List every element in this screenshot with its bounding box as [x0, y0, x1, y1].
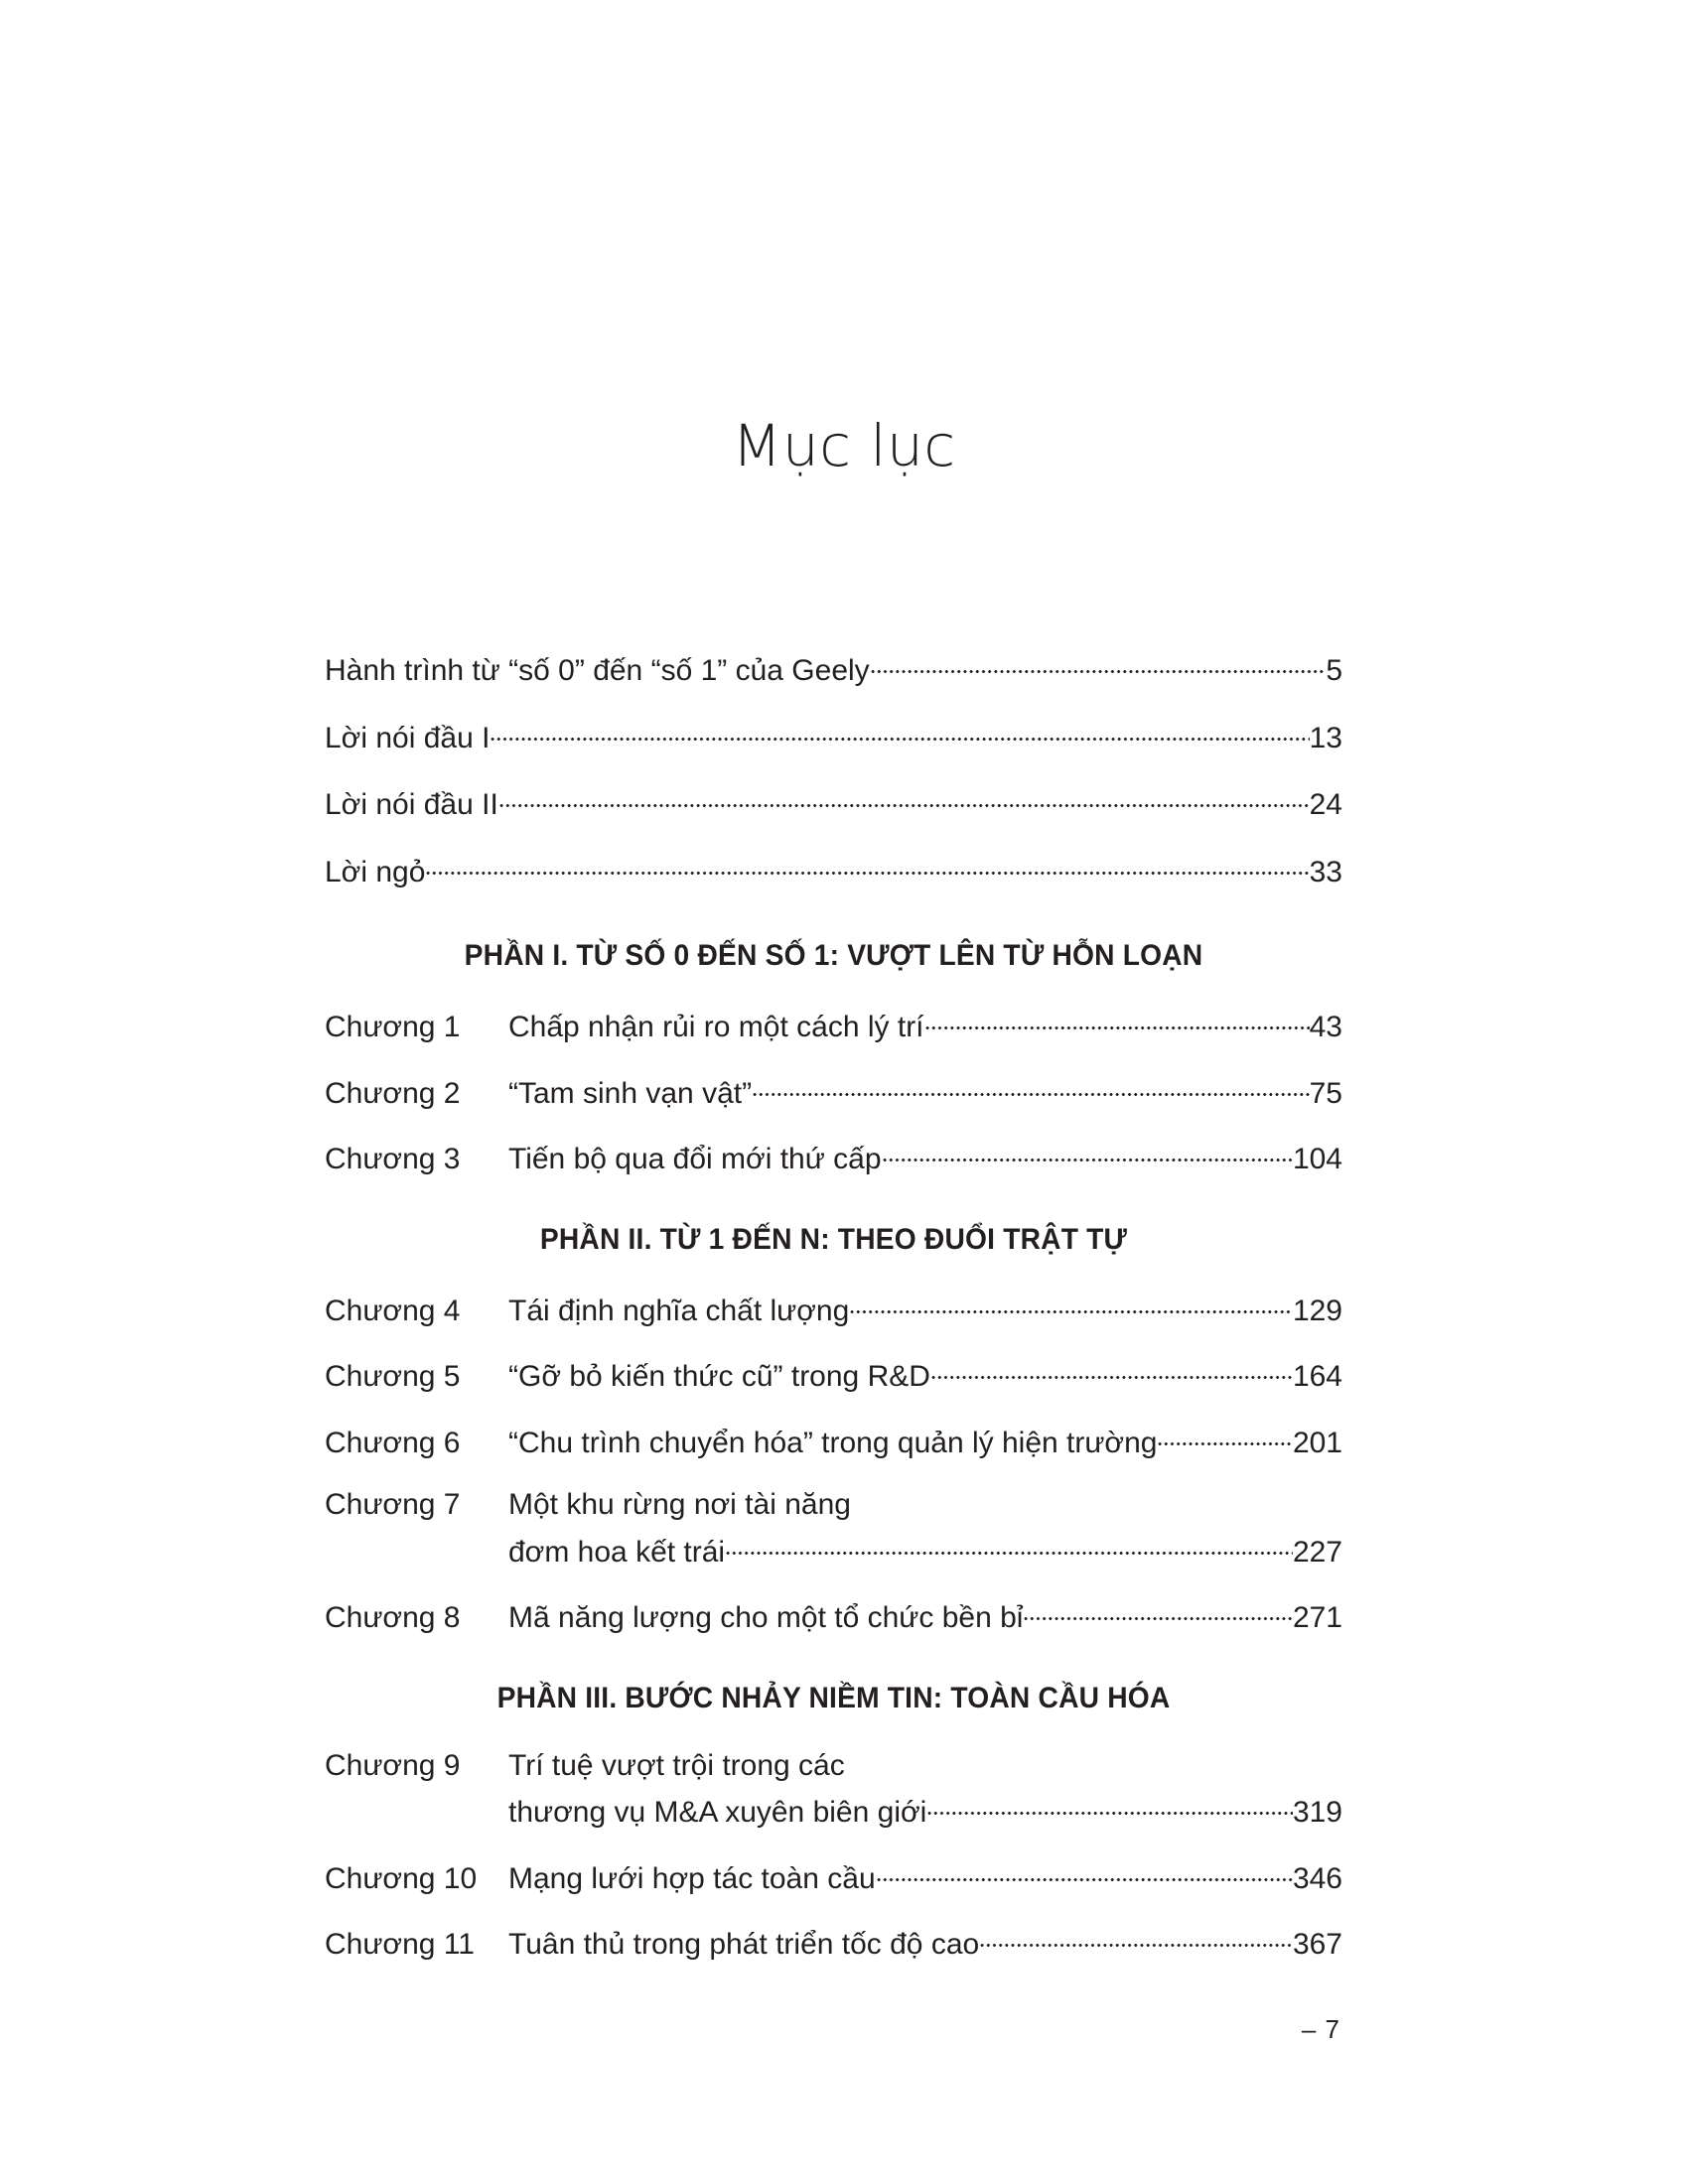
- dot-leader: [425, 852, 1309, 882]
- dot-leader: [924, 1007, 1310, 1036]
- toc-part-heading: PHẦN III. BƯỚC NHẢY NIỀM TIN: TOÀN CẦU HÓA: [496, 1681, 1171, 1714]
- toc-entry-page-number: 43: [1309, 1011, 1342, 1043]
- toc-chapter-label: Chương 2: [325, 1076, 461, 1110]
- page-folio: – 7: [1301, 2014, 1340, 2044]
- toc-entry-title: Lời nói đầu I: [325, 721, 491, 754]
- toc-entry-page-number: 33: [1309, 855, 1342, 888]
- toc-entry-body: [325, 784, 1342, 823]
- dot-leader: [752, 1073, 1310, 1103]
- toc-entry-title-line: “Tam sinh vạn vật”: [508, 1076, 753, 1110]
- toc-entry-page-number: 104: [1292, 1143, 1342, 1175]
- toc-chapter-entry[interactable]: [325, 1139, 1342, 1177]
- page-title: Mục lục: [732, 412, 956, 479]
- toc-leader-line: [508, 1858, 1342, 1897]
- dot-leader: [849, 1291, 1293, 1320]
- toc-leader-line: [508, 1423, 1342, 1461]
- toc-chapter-entry[interactable]: [325, 1423, 1342, 1461]
- toc-entry-page-number: 5: [1326, 654, 1342, 687]
- toc-entry-title: Lời ngỏ: [325, 855, 426, 888]
- toc-chapter-label: Chương 1: [325, 1011, 461, 1043]
- toc-front-matter-entry[interactable]: [325, 852, 1342, 890]
- toc-entry-body: [508, 1007, 1342, 1045]
- toc-leader-line: [325, 718, 1342, 756]
- toc-entry-body: [508, 1597, 1342, 1636]
- toc-entry-page-number: 75: [1309, 1076, 1342, 1110]
- toc-content: [325, 650, 1342, 1990]
- toc-entry-title-line: Mạng lưới hợp tác toàn cầu: [508, 1861, 876, 1895]
- toc-leader-line: [508, 1139, 1342, 1177]
- toc-leader-line: [325, 852, 1342, 890]
- dot-leader: [930, 1356, 1293, 1386]
- toc-entry-body: [508, 1291, 1342, 1329]
- toc-entry-page-number: 367: [1292, 1928, 1342, 1961]
- toc-leader-line: [508, 1924, 1342, 1963]
- toc-chapter-label: Chương 9: [325, 1748, 461, 1782]
- toc-entry-body: [325, 718, 1342, 756]
- toc-entry-title: Hành trình từ “số 0” đến “số 1” của Geely: [325, 654, 870, 687]
- toc-entry-title: Lời nói đầu II: [325, 788, 498, 821]
- toc-leader-line: [508, 1356, 1342, 1395]
- toc-entry-title-line: Tái định nghĩa chất lượng: [508, 1294, 850, 1327]
- toc-entry-title-line: đơm hoa kết trái: [508, 1535, 726, 1569]
- toc-leader-line: [508, 1291, 1342, 1329]
- toc-chapter-entry[interactable]: [325, 1356, 1342, 1395]
- toc-chapter-entry[interactable]: [325, 1749, 1342, 1831]
- dot-leader: [882, 1139, 1293, 1168]
- toc-entry-title-line: Một khu rừng nơi tài năng: [508, 1488, 851, 1521]
- toc-entry-body: [325, 650, 1342, 689]
- toc-entry-body: [325, 852, 1342, 890]
- toc-chapter-label: Chương 7: [325, 1488, 461, 1521]
- toc-chapter-label: Chương 10: [325, 1861, 478, 1895]
- toc-entry-title-line: “Gỡ bỏ kiến thức cũ” trong R&D: [508, 1360, 930, 1393]
- toc-entry-title-line: thương vụ M&A xuyên biên giới: [508, 1796, 927, 1829]
- dot-leader: [979, 1924, 1293, 1954]
- dot-leader: [725, 1532, 1293, 1562]
- toc-entry-page-number: 319: [1292, 1796, 1342, 1829]
- toc-entry-page-number: 271: [1292, 1601, 1342, 1634]
- toc-leader-line: [508, 1073, 1342, 1112]
- dot-leader: [498, 784, 1310, 814]
- toc-entry-body: [508, 1423, 1342, 1461]
- toc-entry-body: [508, 1858, 1342, 1897]
- toc-entry-title-line: Mã năng lượng cho một tổ chức bền bỉ: [508, 1601, 1024, 1634]
- toc-entry-title-line: “Chu trình chuyển hóa” trong quản lý hiện trường: [508, 1426, 1158, 1459]
- toc-chapter-label: Chương 5: [325, 1360, 461, 1393]
- dot-leader: [1157, 1423, 1292, 1452]
- dot-leader: [870, 650, 1327, 680]
- dot-leader: [490, 718, 1309, 748]
- dot-leader: [926, 1792, 1293, 1822]
- toc-chapter-entry[interactable]: [325, 1597, 1342, 1636]
- toc-part-heading: PHẦN I. TỪ SỐ 0 ĐẾN SỐ 1: VƯỢT LÊN TỪ HỖN LOẠN: [464, 939, 1203, 972]
- toc-entry-page-number: 227: [1292, 1535, 1342, 1569]
- toc-entry-page-number: 24: [1309, 788, 1342, 821]
- toc-entry-page-number: 129: [1292, 1294, 1342, 1327]
- toc-leader-line: [508, 1532, 1342, 1570]
- toc-entry-page-number: 201: [1292, 1426, 1342, 1459]
- toc-entry-title-line: Tuân thủ trong phát triển tốc độ cao: [508, 1928, 980, 1961]
- toc-entry-body: [508, 1488, 1342, 1570]
- toc-entry-page-number: 164: [1292, 1360, 1342, 1393]
- toc-entry-page-number: 346: [1292, 1861, 1342, 1895]
- toc-chapter-label: Chương 6: [325, 1426, 461, 1459]
- toc-leader-line: [508, 1597, 1342, 1636]
- toc-entry-title-line: Trí tuệ vượt trội trong các: [508, 1748, 845, 1782]
- toc-front-matter-entry[interactable]: [325, 650, 1342, 689]
- toc-chapter-label: Chương 11: [325, 1928, 475, 1961]
- toc-leader-line: [508, 1792, 1342, 1831]
- toc-front-matter-entry[interactable]: [325, 718, 1342, 756]
- toc-chapter-entry[interactable]: [325, 1073, 1342, 1112]
- toc-chapter-entry[interactable]: [325, 1858, 1342, 1897]
- toc-part-heading: PHẦN II. TỪ 1 ĐẾN N: THEO ĐUỔI TRẬT TỰ: [539, 1222, 1128, 1256]
- toc-chapter-entry[interactable]: [325, 1291, 1342, 1329]
- toc-entry-title-line: Chấp nhận rủi ro một cách lý trí: [508, 1011, 924, 1043]
- toc-entry-body: [508, 1749, 1342, 1831]
- toc-entry-page-number: 13: [1309, 721, 1342, 754]
- toc-leader-line: [325, 784, 1342, 823]
- parts-list: [325, 939, 1342, 1963]
- toc-chapter-entry[interactable]: [325, 1007, 1342, 1045]
- toc-entry-title-line: Tiến bộ qua đổi mới thứ cấp: [508, 1143, 882, 1175]
- toc-chapter-label: Chương 8: [325, 1601, 461, 1634]
- toc-leader-line: [325, 650, 1342, 689]
- dot-leader: [1023, 1597, 1292, 1627]
- toc-entry-body: [508, 1139, 1342, 1177]
- toc-leader-line: [508, 1007, 1342, 1045]
- toc-chapter-entry[interactable]: [325, 1488, 1342, 1570]
- toc-chapter-label: Chương 4: [325, 1294, 461, 1327]
- toc-entry-body: [508, 1924, 1342, 1963]
- toc-chapter-label: Chương 3: [325, 1143, 461, 1175]
- toc-front-matter-entry[interactable]: [325, 784, 1342, 823]
- front-matter-list: [325, 650, 1342, 889]
- toc-entry-body: [508, 1073, 1342, 1112]
- toc-chapter-entry[interactable]: [325, 1924, 1342, 1963]
- dot-leader: [876, 1858, 1293, 1888]
- toc-entry-body: [508, 1356, 1342, 1395]
